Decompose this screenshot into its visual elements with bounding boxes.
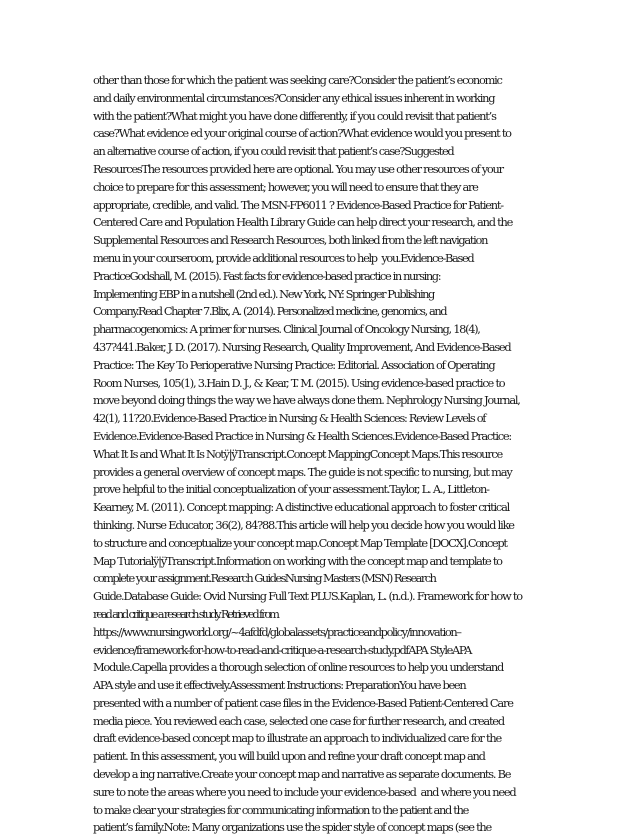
text-line: read and critique a research study. Retrieved from: [93, 606, 278, 621]
text-line: media piece. You reviewed each case, selected one case for further research, and created: [93, 713, 504, 728]
text-line: appropriate, credible, and valid. The MSN-FP6011 ? Evidence-Based Practice for Patient-: [93, 197, 503, 212]
text-line: Guide.Database Guide: Ovid Nursing Full Text PLUS.Kaplan, L. (n.d.). Framework for how to: [93, 589, 522, 604]
text-line: Module.Capella provides a thorough selection of online resources to help you understand: [93, 660, 504, 675]
body-text: [93, 72, 638, 837]
text-line: to structure and conceptualize your concept map.Concept Map Template [DOCX].Concept: [93, 535, 507, 550]
text-line: choice to prepare for this assessment; however, you will need to ensure that they are: [93, 179, 478, 194]
text-line: patient’s family.Note: Many organizations use the spider style of concept maps (see the: [93, 820, 491, 835]
text-line: Room Nurses, 105(1), 3.Hain D. J., & Kear, T. M. (2015). Using evidence-based practice to: [93, 375, 505, 390]
text-line: Kearney, M. (2011). Concept mapping: A distinctive educational approach to foster critical: [93, 500, 510, 515]
text-line: patient. In this assessment, you will build upon and refine your draft concept map and: [93, 749, 485, 764]
text-line: thinking. Nurse Educator, 36(2), 84?88.This article will help you decide how you would like: [93, 517, 514, 532]
text-line: Map Tutorialÿ|ÿTranscript.Information on working with the concept map and template to: [93, 553, 502, 568]
text-line: evidence/framework-for-how-to-read-and-critique-a-research-study.pdfAPA StyleAPA: [93, 642, 472, 657]
text-line: Evidence.Evidence-Based Practice in Nursing & Health Sciences.Evidence-Based Practice:: [93, 428, 511, 443]
text-line: prove helpful to the initial conceptualization of your assessment.Taylor, L. A., Littleton-: [93, 482, 489, 497]
text-line: move beyond doing things the way we have always done them. Nephrology Nursing Journal,: [93, 393, 520, 408]
text-line: PracticeGodshall, M. (2015). Fast facts for evidence-based practice in nursing:: [93, 268, 441, 283]
text-line: and daily environmental circumstances?Consider any ethical issues inherent in working: [93, 90, 495, 105]
text-line: case?What evidence ed your original course of action?What evidence would you present to: [93, 126, 511, 141]
text-line: sure to note the areas where you need to include your evidence-based and where you need: [93, 784, 516, 799]
text-line: What It Is and What It Is Notÿ|ÿTranscript.Concept MappingConcept Maps.This resource: [93, 446, 502, 461]
text-line: pharmacogenomics: A primer for nurses. Clinical Journal of Oncology Nursing, 18(4),: [93, 322, 480, 337]
text-line: Implementing EBP in a nutshell (2nd ed.). New York, NY: Springer Publishing: [93, 286, 434, 301]
text-line: other than those for which the patient was seeking care?Consider the patient’s economic: [93, 73, 502, 87]
text-line: provides a general overview of concept maps. The guide is not specific to nursing, but may: [93, 464, 512, 479]
text-line: APA style and use it effectively.Assessment Instructions: PreparationYou have been: [93, 678, 466, 693]
text-line: 437?441.Baker, J. D. (2017). Nursing Research, Quality Improvement, And Evidence-Based: [93, 339, 511, 354]
text-line: Company.Read Chapter 7.Blix, A. (2014). Personalized medicine, genomics, and: [93, 304, 447, 319]
text-line: Practice: The Key To Perioperative Nursing Practice: Editorial. Association of Operating: [93, 357, 495, 372]
text-line: presented with a number of patient case files in the Evidence-Based Patient-Centered Care: [93, 695, 513, 710]
text-line: Centered Care and Population Health Library Guide can help direct your research, and the: [93, 215, 513, 230]
text-line: menu in your courseroom, provide additional resources to help you.Evidence-Based: [93, 250, 474, 265]
text-line: https://www.nursingworld.org/~4afdfd/globalassets/practiceandpolicy/innovation–: [93, 624, 461, 639]
text-line: an alternative course of action, if you could revisit that patient’s case?Suggested: [93, 144, 454, 159]
text-line: ResourcesThe resources provided here are optional. You may use other resources of your: [93, 161, 503, 176]
text-line: complete your assignment.Research GuidesNursing Masters (MSN) Research: [93, 571, 436, 586]
text-line: to make clear your strategies for communicating information to the patient and the: [93, 802, 469, 817]
text-line: with the patient?What might you have done differently, if you could revisit that patient’s: [93, 108, 496, 123]
text-line: develop a ing narrative.Create your concept map and narrative as separate documents. Be: [93, 767, 511, 782]
text-line: 42(1), 11?20.Evidence-Based Practice in Nursing & Health Sciences: Review Levels of: [93, 411, 486, 426]
text-line: Supplemental Resources and Research Resources, both linked from the left navigation: [93, 233, 488, 248]
text-line: draft evidence-based concept map to illustrate an approach to individualized care for the: [93, 731, 502, 746]
